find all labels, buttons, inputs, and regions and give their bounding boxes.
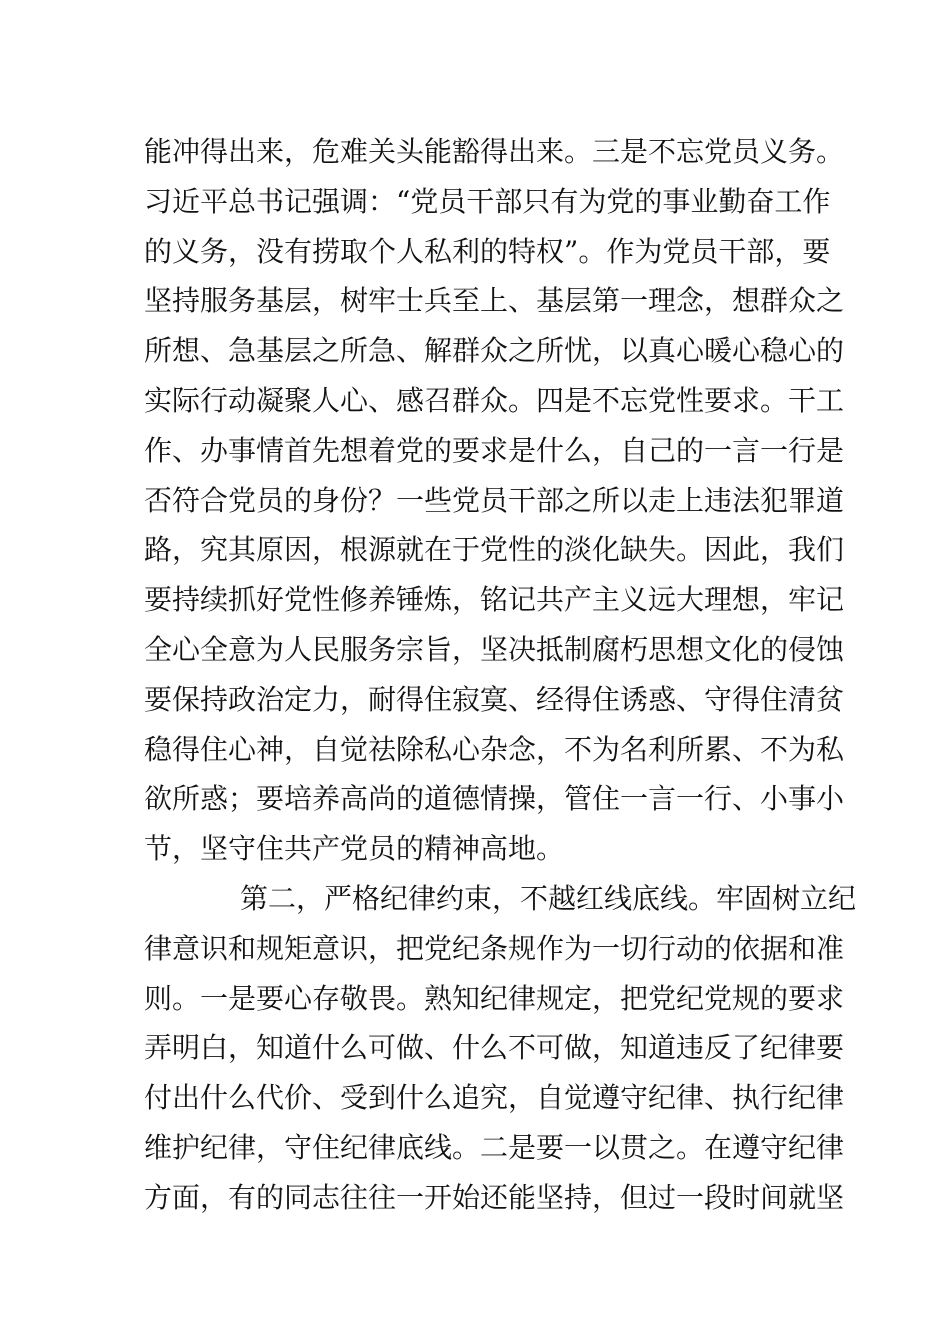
text-line: 全心全意为人民服务宗旨，坚决抵制腐朽思想文化的侵蚀 — [144, 632, 845, 666]
paragraph-end-line: 节，坚守住共产党员的精神高地。 — [144, 832, 565, 866]
section-heading-line: 第二，严格纪律约束，不越红线底线。牢固树立纪 — [240, 881, 857, 915]
text-line: 路，究其原因，根源就在于党性的淡化缺失。因此，我们 — [144, 533, 845, 567]
text-line: 欲所惑；要培养高尚的道德情操，管住一言一行、小事小 — [144, 782, 845, 816]
text-line: 要持续抓好党性修养锤炼，铭记共产主义远大理想，牢记 — [144, 583, 845, 617]
text-line: 作、办事情首先想着党的要求是什么，自己的一言一行是 — [144, 433, 845, 467]
text-line: 方面，有的同志往往一开始还能坚持，但过一段时间就坚 — [144, 1180, 845, 1214]
text-line: 律意识和规矩意识，把党纪条规作为一切行动的依据和准 — [144, 931, 845, 965]
text-line: 付出什么代价、受到什么追究，自觉遵守纪律、执行纪律 — [144, 1081, 845, 1115]
text-line: 坚持服务基层，树牢士兵至上、基层第一理念，想群众之 — [144, 284, 845, 318]
text-line: 要保持政治定力，耐得住寂寞、经得住诱惑、守得住清贫 — [144, 682, 845, 716]
document-body — [144, 127, 857, 1223]
text-line: 则。一是要心存敬畏。熟知纪律规定，把党纪党规的要求 — [144, 981, 845, 1015]
text-line: 习近平总书记强调：“党员干部只有为党的事业勤奋工作 — [144, 184, 831, 218]
text-line: 否符合党员的身份？一些党员干部之所以走上违法犯罪道 — [144, 483, 845, 517]
text-line: 的义务，没有捞取个人私利的特权”。作为党员干部，要 — [144, 234, 831, 268]
text-line: 所想、急基层之所急、解群众之所忧，以真心暖心稳心的 — [144, 334, 845, 368]
text-line: 实际行动凝聚人心、感召群众。四是不忘党性要求。干工 — [144, 383, 845, 417]
text-line: 弄明白，知道什么可做、什么不可做，知道违反了纪律要 — [144, 1031, 845, 1065]
text-line: 稳得住心神，自觉祛除私心杂念，不为名利所累、不为私 — [144, 732, 845, 766]
text-line: 能冲得出来，危难关头能豁得出来。三是不忘党员义务。 — [144, 135, 845, 168]
text-line: 维护纪律，守住纪律底线。二是要一以贯之。在遵守纪律 — [144, 1130, 845, 1164]
